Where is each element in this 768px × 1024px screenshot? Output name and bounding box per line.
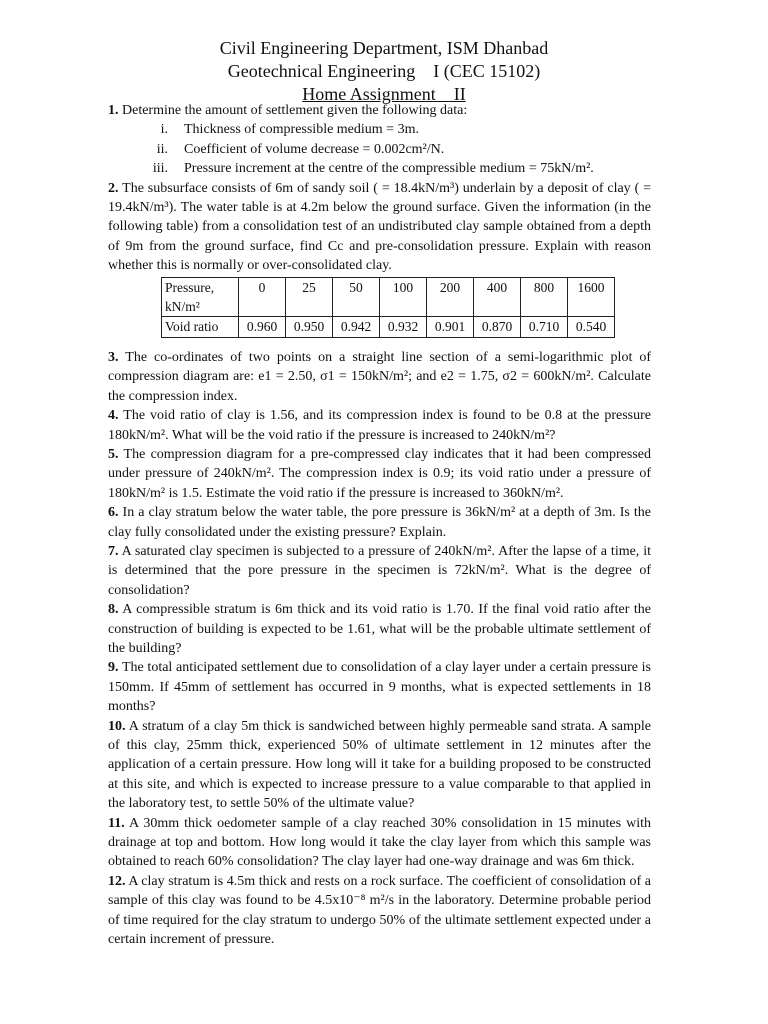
question-8: 8. A compressible stratum is 6m thick and its void ratio is 1.70. If the final void ratio after the construction of building is expected to be 1.61, what will be the probable ultimate settlement of the building? bbox=[108, 602, 651, 656]
table-row: Pressure, kN/m² 0 25 50 100 200 400 800 1600 bbox=[162, 277, 615, 317]
question-7: 7. A saturated clay specimen is subjected to a pressure of 240kN/m². After the lapse of a time, it is determined that the pore pressure in the specimen is 72kN/m². What is the degree of consolidation? bbox=[108, 543, 651, 598]
question-3: 3. The co-ordinates of two points on a straight line section of a semi-logarithmic plot of compression diagram are: e1 = 2.50, σ1 = 150kN/m²; and e2 = 1.75, σ2 = 600kN/m². Calculate the compression index. bbox=[108, 349, 652, 404]
questions-list bbox=[108, 101, 651, 949]
question-5: 5. The compression diagram for a pre-compressed clay indicates that it had been compressed under pressure of 240kN/m². The compression index is 0.9; its void ratio under a pressure of 180kN/m² is 1.5. Estimate the void ratio if the pressure is increased to 360kN/m². bbox=[108, 446, 651, 501]
course-title: Geotechnical Engineering I (CEC 15102) bbox=[227, 61, 541, 81]
question-1 bbox=[108, 101, 651, 120]
table-row: Void ratio 0.960 0.950 0.942 0.932 0.901 0.870 0.710 0.540 bbox=[162, 317, 615, 337]
consolidation-table bbox=[161, 277, 615, 338]
question-text: Determine the amount of settlement given the following data: bbox=[122, 103, 468, 118]
list-item: i. Thickness of compressible medium = 3m. bbox=[160, 122, 419, 138]
question-4: 4. The void ratio of clay is 1.56, and its compression index is found to be 0.8 at the pressure 180kN/m². What will be the void ratio if the pressure is increased to 240kN/m²? bbox=[108, 408, 651, 443]
question-9: 9. The total anticipated settlement due to consolidation of a clay layer under a certain pressure is 150mm. If 45mm of settlement has occurred in 9 months, what is expected settlements in 18 months? bbox=[108, 660, 651, 715]
list-item: ii. Coefficient of volume decrease = 0.002cm²/N. bbox=[156, 141, 445, 157]
document-header bbox=[0, 0, 768, 106]
question-text: The subsurface consists of 6m of sandy soil ( = 18.4kN/m³) underlain by a deposit of clay ( = 19.4kN/m³). The water table is at 4.2m below the ground surface. Given the information (in the following table) from a consolidation test of an undistributed clay sample obtained from a depth of 9m from the ground surface, find Cc and pre-consolidation pressure. Explain with reason whether this is normally or over-consolidated clay. bbox=[108, 180, 652, 274]
pressure-label: Pressure, kN/m² bbox=[162, 277, 239, 317]
question-1-items bbox=[108, 120, 651, 178]
void-ratio-label: Void ratio bbox=[162, 317, 239, 337]
question-11: 11. A 30mm thick oedometer sample of a clay reached 30% consolidation in 15 minutes with drainage at top and bottom. How long would it take the clay layer from which this sample was obtained to reach 60% consolidation? The clay layer had one-way drainage and was 6m thick. bbox=[108, 815, 651, 870]
question-6: 6. In a clay stratum below the water table, the pore pressure is 36kN/m² at a depth of 3m. Is the clay fully consolidated under the existing pressure? Explain. bbox=[108, 505, 652, 540]
question-number: 1. bbox=[108, 103, 119, 118]
question-2: 2. The subsurface consists of 6m of sandy soil ( = 18.4kN/m³) underlain by a deposit of clay ( = 19.4kN/m³). The water table is at 4.2m below the ground surface. Given the information (in the following table) from a consolidation test of an undistributed clay sample obtained from a depth of 9m from the ground surface, find Cc and pre-consolidation pressure. Explain with reason whether this is normally or over-consolidated clay. bbox=[108, 180, 652, 274]
list-item: iii. Pressure increment at the centre of the compressible medium = 75kN/m². bbox=[152, 161, 594, 177]
question-12: 12. A clay stratum is 4.5m thick and rests on a rock surface. The coefficient of consolidation of a sample of this clay was found to be 4.5x10⁻⁸ m²/s in the laboratory. Determine probable period of time required for the clay stratum to undergo 50% of the ultimate settlement expected under a certain increment of pressure. bbox=[108, 873, 651, 948]
question-10: 10. A stratum of a clay 5m thick is sandwiched between highly permeable sand strata. A sample of this clay, 25mm thick, experienced 50% of ultimate settlement in 12 minutes after the application of a certain pressure. How long will it take for a building proposed to be constructed at this site, and which is expected to increase pressure to a value comparable to that applied in the laboratory test, to settle 50% of the ultimate value? bbox=[108, 718, 651, 812]
assignment-title: Home Assignment II bbox=[302, 84, 466, 104]
department-title: Civil Engineering Department, ISM Dhanbad bbox=[219, 38, 549, 58]
